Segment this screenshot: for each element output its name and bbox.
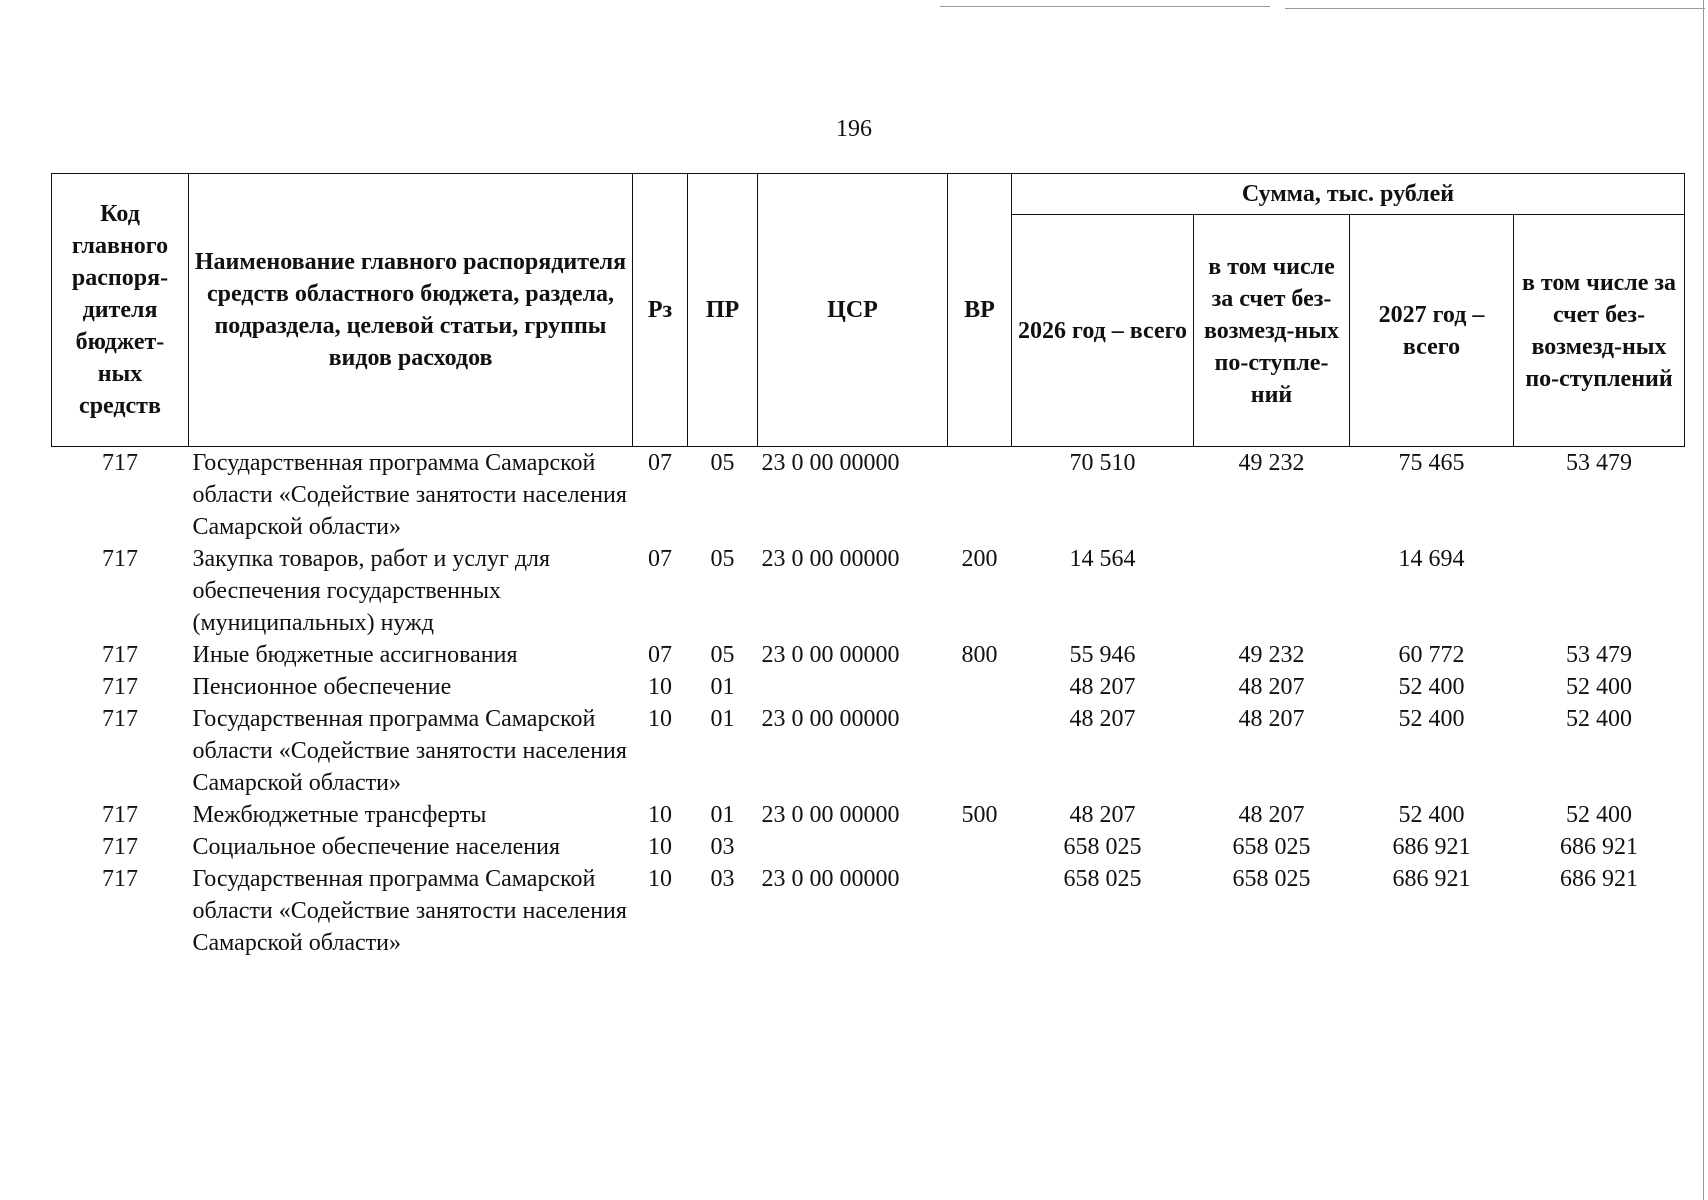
cell-2027-total: 75 465	[1398, 450, 1465, 476]
cell-csr	[758, 671, 948, 703]
cell-code: 717	[102, 674, 138, 700]
cell-code: 717	[102, 706, 138, 732]
table-header	[52, 174, 1685, 447]
cell-pr: 01	[710, 706, 735, 732]
cell-pr: 01	[710, 802, 735, 828]
cell-vr: 500	[961, 802, 998, 828]
cell-code: 717	[102, 866, 138, 892]
cell-vr	[948, 447, 1012, 544]
header-code: Код главного распоря-дителя бюджет-ных средств	[52, 174, 189, 447]
budget-table	[51, 173, 1685, 959]
cell-2026-total: 55 946	[1069, 642, 1136, 668]
cell-name: Государственная программа Самарской области «Содействие занятости населения Самарской области»	[192, 706, 627, 796]
table-row	[52, 863, 1685, 959]
cell-2027-total: 686 921	[1392, 834, 1471, 860]
table-row	[52, 671, 1685, 703]
cell-csr	[758, 831, 948, 863]
table-row	[52, 447, 1685, 544]
cell-rz: 10	[648, 706, 672, 732]
cell-rz: 10	[648, 834, 672, 860]
cell-2026-free: 48 207	[1238, 802, 1305, 828]
cell-2027-free	[1514, 543, 1685, 639]
cell-2027-free: 52 400	[1566, 802, 1632, 828]
cell-csr: 23 0 00 00000	[761, 450, 900, 476]
table-row	[52, 799, 1685, 831]
cell-pr: 05	[710, 546, 735, 572]
cell-2027-free: 686 921	[1560, 834, 1638, 860]
cell-pr: 05	[710, 642, 735, 668]
cell-2027-total: 686 921	[1392, 866, 1471, 892]
cell-2026-free: 658 025	[1232, 834, 1311, 860]
cell-pr: 05	[710, 450, 735, 476]
scan-artifact-line	[940, 6, 1270, 7]
cell-rz: 10	[648, 802, 672, 828]
cell-2026-free	[1194, 543, 1350, 639]
cell-vr: 200	[961, 546, 998, 572]
header-vr: ВР	[948, 174, 1012, 447]
cell-rz: 10	[648, 674, 672, 700]
cell-vr	[948, 703, 1012, 799]
cell-vr	[948, 671, 1012, 703]
table-row	[52, 543, 1685, 639]
cell-code: 717	[102, 802, 138, 828]
cell-rz: 10	[648, 866, 672, 892]
cell-name: Государственная программа Самарской области «Содействие занятости населения Самарской области»	[192, 866, 627, 956]
cell-2027-total: 60 772	[1398, 642, 1465, 668]
scan-artifact-line	[1703, 0, 1704, 1200]
cell-2026-free: 658 025	[1232, 866, 1311, 892]
cell-2026-total: 48 207	[1069, 674, 1136, 700]
cell-2026-free: 48 207	[1238, 706, 1305, 732]
cell-csr: 23 0 00 00000	[761, 706, 900, 732]
cell-rz: 07	[648, 546, 672, 572]
cell-csr: 23 0 00 00000	[761, 866, 900, 892]
header-2026-total: 2026 год – всего	[1012, 215, 1194, 447]
cell-2026-free: 48 207	[1238, 674, 1305, 700]
header-csr: ЦСР	[758, 174, 948, 447]
header-2026-free: в том числе за счет без-возмезд-ных по-ступле-ний	[1194, 215, 1350, 447]
scan-artifact-line	[1285, 8, 1705, 9]
header-2027-total: 2027 год – всего	[1350, 215, 1514, 447]
cell-2027-free: 52 400	[1566, 674, 1632, 700]
table-body	[52, 447, 1685, 960]
page-number: 196	[836, 116, 872, 142]
header-name: Наименование главного распорядителя средств областного бюджета, раздела, подраздела, целевой статьи, группы видов расходов	[189, 174, 633, 447]
header-pr: ПР	[688, 174, 758, 447]
cell-2026-total: 658 025	[1063, 834, 1142, 860]
cell-2027-free: 52 400	[1566, 706, 1632, 732]
cell-csr: 23 0 00 00000	[761, 546, 900, 572]
cell-2027-total: 52 400	[1398, 802, 1465, 828]
cell-vr	[948, 863, 1012, 959]
cell-vr	[948, 831, 1012, 863]
header-2027-free: в том числе за счет без-возмезд-ных по-ступлений	[1514, 215, 1685, 447]
cell-2027-total: 52 400	[1398, 674, 1465, 700]
cell-2027-free: 53 479	[1566, 450, 1632, 476]
cell-code: 717	[102, 642, 138, 668]
cell-2026-total: 14 564	[1069, 546, 1136, 572]
cell-pr: 03	[710, 834, 735, 860]
cell-2027-free: 53 479	[1566, 642, 1632, 668]
cell-2027-total: 14 694	[1398, 546, 1465, 572]
cell-2026-free: 49 232	[1238, 642, 1305, 668]
cell-2027-free: 686 921	[1560, 866, 1638, 892]
cell-name: Закупка товаров, работ и услуг для обеспечения государственных (муниципальных) нужд	[192, 546, 551, 636]
cell-pr: 01	[710, 674, 735, 700]
cell-rz: 07	[648, 450, 672, 476]
cell-rz: 07	[648, 642, 672, 668]
cell-2027-total: 52 400	[1398, 706, 1465, 732]
cell-name: Межбюджетные трансферты	[192, 802, 487, 828]
header-rz: Рз	[633, 174, 688, 447]
cell-vr: 800	[961, 642, 998, 668]
cell-name: Социальное обеспечение населения	[192, 834, 560, 860]
cell-2026-total: 658 025	[1063, 866, 1142, 892]
cell-code: 717	[102, 450, 138, 476]
cell-code: 717	[102, 546, 138, 572]
cell-2026-total: 70 510	[1069, 450, 1136, 476]
cell-2026-total: 48 207	[1069, 802, 1136, 828]
cell-pr: 03	[710, 866, 735, 892]
cell-code: 717	[102, 834, 138, 860]
header-sum: Сумма, тыс. рублей	[1012, 174, 1685, 215]
cell-2026-total: 48 207	[1069, 706, 1136, 732]
cell-csr: 23 0 00 00000	[761, 802, 900, 828]
cell-name: Пенсионное обеспечение	[192, 674, 452, 700]
cell-name: Государственная программа Самарской области «Содействие занятости населения Самарской области»	[192, 450, 627, 540]
cell-2026-free: 49 232	[1238, 450, 1305, 476]
cell-csr: 23 0 00 00000	[761, 642, 900, 668]
table-row	[52, 639, 1685, 671]
cell-name: Иные бюджетные ассигнования	[192, 642, 518, 668]
table-row	[52, 703, 1685, 799]
table-row	[52, 831, 1685, 863]
